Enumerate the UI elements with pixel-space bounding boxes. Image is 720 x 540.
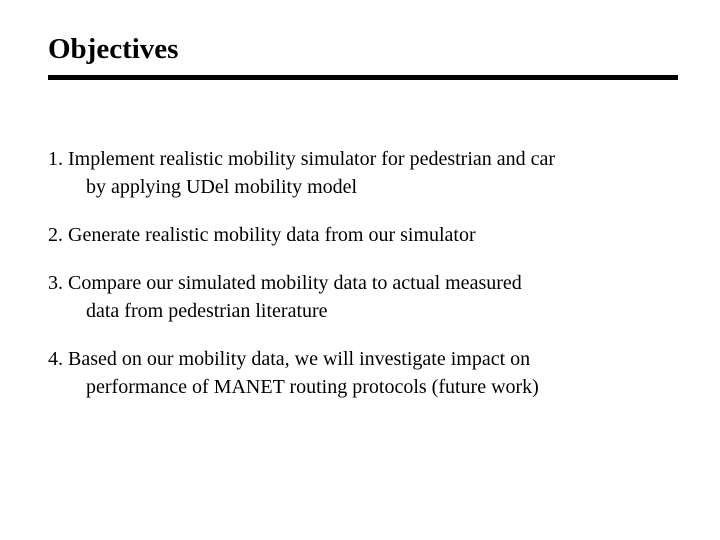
objective-1-continuation: by applying UDel mobility model [86, 176, 358, 198]
objective-item-4 [48, 345, 688, 401]
title-divider [48, 75, 678, 80]
objective-item-3 [48, 269, 688, 325]
objective-3-text: 3. Compare our simulated mobility data to actual measured [48, 272, 522, 294]
objective-4-continuation: performance of MANET routing protocols (future work) [86, 376, 539, 398]
objective-2-text: 2. Generate realistic mobility data from our simulator [48, 224, 476, 246]
slide-title: Objectives [48, 33, 179, 65]
objective-1-text: 1. Implement realistic mobility simulator for pedestrian and car [48, 148, 556, 170]
objective-item-1 [48, 145, 688, 201]
objectives-list [48, 145, 688, 421]
objective-item-2 [48, 221, 688, 249]
objective-3-continuation: data from pedestrian literature [86, 300, 328, 322]
objective-4-text: 4. Based on our mobility data, we will investigate impact on [48, 348, 531, 370]
